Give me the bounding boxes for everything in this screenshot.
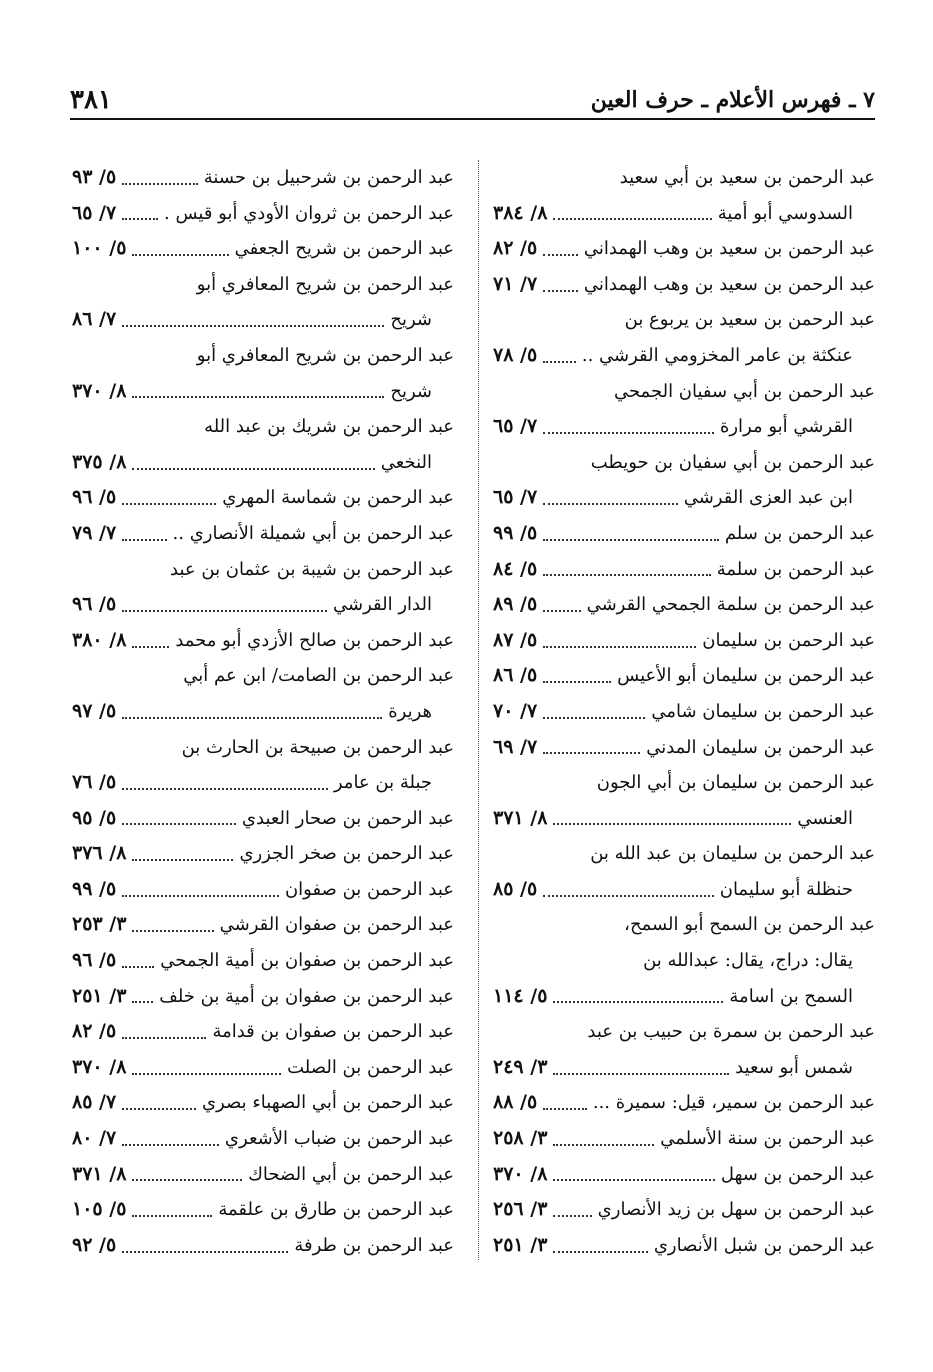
index-entry-line xyxy=(72,196,454,232)
index-entry-line xyxy=(72,1014,454,1050)
dot-leader xyxy=(543,610,580,612)
volume-page-reference: ٥/ ٨٧ xyxy=(493,628,538,651)
volume-page-reference: ٨/ ٣٧١ xyxy=(493,806,548,829)
dot-leader xyxy=(132,1215,212,1217)
index-entry-line xyxy=(493,552,875,588)
dot-leader xyxy=(122,183,198,185)
dot-leader xyxy=(132,254,228,256)
dot-leader xyxy=(122,1108,196,1110)
dot-leader xyxy=(543,503,678,505)
volume-page-reference: ٧/ ٨٦ xyxy=(72,308,117,331)
volume-page-reference: ٧/ ٧٩ xyxy=(72,521,117,544)
volume-page-reference: ٨/ ٣٨٤ xyxy=(493,201,548,224)
entry-name: الدار القرشي xyxy=(333,594,432,616)
index-entry-line xyxy=(72,338,454,374)
column-divider xyxy=(478,160,479,1260)
index-column-right xyxy=(493,160,875,1263)
index-entry-line xyxy=(72,694,454,730)
dot-leader xyxy=(132,1001,153,1003)
index-entry-line xyxy=(72,231,454,267)
dot-leader xyxy=(132,1179,242,1181)
index-entry-line xyxy=(72,480,454,516)
volume-page-reference: ٥/ ١٠٠ xyxy=(72,237,127,260)
index-entry-line xyxy=(72,1050,454,1086)
dot-leader xyxy=(132,646,169,648)
index-entry-line xyxy=(493,445,875,481)
entry-name: عبد الرحمن بن صبيحة بن الحارث بن xyxy=(181,736,454,758)
index-entry-line xyxy=(493,374,875,410)
volume-page-reference: ٥/ ٨٩ xyxy=(493,593,538,616)
dot-leader xyxy=(553,1215,591,1217)
entry-name: عبد الرحمن بن سهل xyxy=(720,1163,875,1185)
entry-name: عبد الرحمن بن شريح المعافري أبو xyxy=(196,344,454,366)
entry-name: يقال: دراج، يقال: عبدالله بن xyxy=(643,950,853,972)
volume-page-reference: ٧/ ٨٠ xyxy=(72,1127,117,1150)
index-entry-line xyxy=(493,196,875,232)
dot-leader xyxy=(132,1073,281,1075)
entry-name: عبد الرحمن بن طارق بن علقمة xyxy=(218,1199,454,1221)
volume-page-reference: ٧/ ٧١ xyxy=(493,272,538,295)
entry-name: عبد الرحمن بن سنة الأسلمي xyxy=(660,1128,875,1150)
dot-leader xyxy=(122,1144,219,1146)
index-entry-line xyxy=(72,587,454,623)
volume-page-reference: ٥/ ٧٨ xyxy=(493,343,538,366)
entry-name: عبد الرحمن بن ثروان الأودي أبو قيس . xyxy=(164,202,454,224)
dot-leader xyxy=(122,539,166,541)
index-entry-line xyxy=(72,374,454,410)
entry-name: عبد الرحمن بن شريح المعافري أبو xyxy=(196,273,454,295)
entry-name: عبد الرحمن بن أبي الضحاك xyxy=(248,1163,454,1185)
dot-leader xyxy=(553,1073,729,1075)
entry-name: عبد الرحمن بن صالح الأزدي أبو محمد xyxy=(175,629,454,651)
volume-page-reference: ٧/ ٦٥ xyxy=(72,201,117,224)
dot-leader xyxy=(122,610,327,612)
volume-page-reference: ٨/ ٣٨٠ xyxy=(72,628,127,651)
entry-name: عبد الرحمن بن سعيد بن وهب الهمداني xyxy=(583,238,875,260)
dot-leader xyxy=(132,930,213,932)
entry-name: عبد الرحمن بن سليمان المدني xyxy=(646,736,875,758)
dot-leader xyxy=(543,752,640,754)
entry-name: شمس أبو سعيد xyxy=(735,1056,853,1078)
entry-name: عبد الرحمن بن سلمة xyxy=(716,558,875,580)
index-column-left xyxy=(72,160,454,1263)
dot-leader xyxy=(132,859,233,861)
volume-page-reference: ٥/ ٨٥ xyxy=(493,877,538,900)
index-entry-line xyxy=(72,1157,454,1193)
dot-leader xyxy=(553,823,791,825)
index-entry-line xyxy=(72,801,454,837)
entry-name: عبد الرحمن بن شرحبيل بن حسنة xyxy=(203,167,454,188)
volume-page-reference: ٥/ ٩٦ xyxy=(72,949,117,972)
volume-page-reference: ٨/ ٣٧٦ xyxy=(72,842,127,865)
dot-leader xyxy=(543,717,645,719)
index-entry-line xyxy=(493,907,875,943)
index-entry-line xyxy=(493,730,875,766)
entry-name: عبد الرحمن بن أبي شميلة الأنصاري .. xyxy=(172,522,454,544)
index-entry-line xyxy=(493,836,875,872)
entry-name: عبد الرحمن بن سليمان xyxy=(702,629,875,651)
index-entry-line xyxy=(493,516,875,552)
dot-leader xyxy=(122,503,216,505)
dot-leader xyxy=(122,895,279,897)
dot-leader xyxy=(122,966,154,968)
entry-name: عبد الرحمن بن شماسة المهري xyxy=(222,487,454,509)
volume-page-reference: ٣/ ٢٥٣ xyxy=(72,913,127,936)
entry-name: عبد الرحمن بن سلمة الجمحي القرشي xyxy=(586,594,875,616)
entry-name: عبد الرحمن بن سليمان بن أبي الجون xyxy=(596,772,875,794)
index-entry-line xyxy=(493,1192,875,1228)
entry-name: عبد الرحمن بن صفوان بن أمية الجمحي xyxy=(160,950,454,972)
volume-page-reference: ٨/ ٣٧٠ xyxy=(72,379,127,402)
index-entry-line xyxy=(493,231,875,267)
dot-leader xyxy=(543,646,696,648)
dot-leader xyxy=(543,681,611,683)
index-entry-line xyxy=(493,160,875,196)
dot-leader xyxy=(543,361,576,363)
dot-leader xyxy=(122,717,382,719)
entry-name: عبد الرحمن بن سهل بن زيد الأنصاري xyxy=(597,1199,875,1221)
entry-name: عبد الرحمن بن شريك بن عبد الله xyxy=(204,416,454,438)
index-entry-line xyxy=(72,730,454,766)
index-entry-line xyxy=(493,302,875,338)
entry-name: عبد الرحمن بن الصامت/ ابن عم أبي xyxy=(183,665,454,687)
index-entry-line xyxy=(72,302,454,338)
volume-page-reference: ٣/ ٢٥١ xyxy=(493,1233,548,1256)
index-entry-line xyxy=(72,979,454,1015)
index-entry-line xyxy=(493,801,875,837)
entry-name: عبد الرحمن بن أبي سفيان الجمحي xyxy=(613,380,875,402)
index-entry-line xyxy=(493,338,875,374)
dot-leader xyxy=(132,468,374,470)
volume-page-reference: ٥/ ٧٦ xyxy=(72,771,117,794)
index-entry-line xyxy=(493,1121,875,1157)
dot-leader xyxy=(543,895,714,897)
volume-page-reference: ٥/ ٨٤ xyxy=(493,557,538,580)
volume-page-reference: ٥/ ٩٣ xyxy=(72,166,117,188)
index-entry-line xyxy=(493,1014,875,1050)
volume-page-reference: ٥/ ٩٦ xyxy=(72,593,117,616)
index-entry-line xyxy=(493,943,875,979)
entry-name: عبد الرحمن بن سعيد بن أبي سعيد xyxy=(619,167,875,188)
entry-name: عبد الرحمن بن طرفة xyxy=(294,1234,454,1256)
dot-leader xyxy=(543,432,714,434)
entry-name: القرشي أبو مرارة xyxy=(719,416,853,438)
index-entry-line xyxy=(72,552,454,588)
entry-name: عبد الرحمن بن أبي سفيان بن حويطب xyxy=(590,451,875,473)
volume-page-reference: ٥/ ٩٩ xyxy=(72,877,117,900)
entry-name: جبلة بن عامر xyxy=(333,772,432,794)
index-entry-line xyxy=(72,409,454,445)
volume-page-reference: ٧/ ٦٩ xyxy=(493,735,538,758)
entry-name: السمح بن اسامة xyxy=(729,985,853,1007)
volume-page-reference: ٥/ ٨٨ xyxy=(493,1091,538,1114)
header-title: ٧ ـ فهرس الأعلام ـ حرف العين xyxy=(590,87,875,113)
entry-name: عبد الرحمن بن صحار العبدي xyxy=(241,807,454,829)
entry-name: عبد الرحمن بن سلم xyxy=(724,522,875,544)
volume-page-reference: ٣/ ٢٤٩ xyxy=(493,1055,548,1078)
entry-name: عبد الرحمن بن سعيد بن يربوع بن xyxy=(624,309,875,331)
entry-name: عبد الرحمن بن صفوان القرشي xyxy=(219,914,454,936)
index-entry-line xyxy=(493,1085,875,1121)
entry-name: عبد الرحمن بن صخر الجزري xyxy=(239,843,454,865)
index-entry-line xyxy=(493,267,875,303)
volume-page-reference: ٥/ ٨٦ xyxy=(493,664,538,687)
dot-leader xyxy=(543,254,578,256)
dot-leader xyxy=(553,218,711,220)
index-entry-line xyxy=(72,445,454,481)
index-entry-line xyxy=(72,516,454,552)
entry-name: عبد الرحمن بن صفوان xyxy=(284,878,454,900)
volume-page-reference: ٣/ ٢٥٨ xyxy=(493,1127,548,1150)
index-entry-line xyxy=(493,480,875,516)
index-entry-line xyxy=(493,872,875,908)
volume-page-reference: ٨/ ٣٧١ xyxy=(72,1162,127,1185)
volume-page-reference: ٥/ ٨٢ xyxy=(493,237,538,260)
entry-name: هريرة xyxy=(388,700,432,722)
dot-leader xyxy=(122,788,328,790)
volume-page-reference: ٣/ ٢٥٦ xyxy=(493,1198,548,1221)
index-entry-line xyxy=(493,658,875,694)
index-entry-line xyxy=(72,623,454,659)
index-entry-line xyxy=(72,1192,454,1228)
volume-page-reference: ٥/ ٩٥ xyxy=(72,806,117,829)
entry-name: عبد الرحمن بن أبي الصهباء بصري xyxy=(201,1092,454,1114)
page-number: ٣٨١ xyxy=(70,85,112,115)
entry-name: عبد الرحمن بن صفوان بن قدامة xyxy=(212,1021,454,1043)
index-entry-line xyxy=(493,1050,875,1086)
entry-name: عبد الرحمن بن شريح الجعفي xyxy=(234,238,454,260)
index-entry-line xyxy=(493,1228,875,1264)
dot-leader xyxy=(553,1251,647,1253)
entry-name: عبد الرحمن بن سعيد بن وهب الهمداني xyxy=(583,273,875,295)
entry-name: ابن عبد العزى القرشي xyxy=(683,487,853,509)
dot-leader xyxy=(122,1037,206,1039)
dot-leader xyxy=(122,218,158,220)
dot-leader xyxy=(122,1251,288,1253)
index-entry-line xyxy=(72,160,454,196)
entry-name: النخعي xyxy=(380,451,432,473)
entry-name: عبد الرحمن بن ضباب الأشعري xyxy=(224,1128,454,1150)
index-entry-line xyxy=(72,872,454,908)
entry-name: عبد الرحمن بن صفوان بن أمية بن خلف xyxy=(159,985,454,1007)
volume-page-reference: ٨/ ٣٧٠ xyxy=(493,1162,548,1185)
entry-name: عبد الرحمن بن سليمان شامي xyxy=(651,700,875,722)
entry-name: عبد الرحمن بن سمرة بن حبيب بن عبد xyxy=(587,1021,875,1043)
entry-name: عبد الرحمن بن سمير، قيل: سميرة ... xyxy=(592,1092,875,1114)
volume-page-reference: ٥/ ١١٤ xyxy=(493,984,548,1007)
index-entry-line xyxy=(72,1085,454,1121)
volume-page-reference: ٥/ ٩٦ xyxy=(72,486,117,509)
entry-name: حنظلة أبو سليمان xyxy=(719,878,853,900)
volume-page-reference: ٨/ ٣٧٠ xyxy=(72,1055,127,1078)
volume-page-reference: ٥/ ٩٢ xyxy=(72,1233,117,1256)
index-entry-line xyxy=(72,943,454,979)
running-header xyxy=(70,82,875,120)
index-entry-line xyxy=(493,623,875,659)
dot-leader xyxy=(543,290,578,292)
volume-page-reference: ٨/ ٣٧٥ xyxy=(72,450,127,473)
volume-page-reference: ٥/ ١٠٥ xyxy=(72,1198,127,1221)
index-entry-line xyxy=(493,765,875,801)
index-entry-line xyxy=(72,836,454,872)
entry-name: عبد الرحمن بن سليمان بن عبد الله بن xyxy=(590,843,875,865)
index-entry-line xyxy=(493,694,875,730)
dot-leader xyxy=(553,1179,714,1181)
index-entry-line xyxy=(72,765,454,801)
entry-name: عبد الرحمن بن شبل الأنصاري xyxy=(653,1234,875,1256)
index-entry-line xyxy=(72,267,454,303)
entry-name: عبد الرحمن بن السمح أبو السمح، xyxy=(624,914,875,936)
volume-page-reference: ٧/ ٦٥ xyxy=(493,415,538,438)
entry-name: العنسي xyxy=(797,807,853,829)
entry-name: السدوسي أبو أمية xyxy=(717,202,853,224)
volume-page-reference: ٥/ ٩٧ xyxy=(72,699,117,722)
index-entry-line xyxy=(493,979,875,1015)
index-entry-line xyxy=(493,587,875,623)
dot-leader xyxy=(132,396,384,398)
dot-leader xyxy=(122,325,384,327)
entry-name: عبد الرحمن بن شيبة بن عثمان بن عبد xyxy=(170,558,454,580)
index-entry-line xyxy=(72,1228,454,1264)
volume-page-reference: ٣/ ٢٥١ xyxy=(72,984,127,1007)
dot-leader xyxy=(543,1108,587,1110)
entry-name: عبد الرحمن بن الصلت xyxy=(287,1056,454,1078)
volume-page-reference: ٥/ ٩٩ xyxy=(493,521,538,544)
dot-leader xyxy=(122,823,236,825)
volume-page-reference: ٧/ ٨٥ xyxy=(72,1091,117,1114)
dot-leader xyxy=(553,1144,654,1146)
dot-leader xyxy=(543,539,719,541)
index-entry-line xyxy=(72,1121,454,1157)
entry-name: عنكثة بن عامر المخزومي القرشي .. xyxy=(581,344,853,366)
volume-page-reference: ٧/ ٦٥ xyxy=(493,486,538,509)
volume-page-reference: ٧/ ٧٠ xyxy=(493,699,538,722)
dot-leader xyxy=(553,1001,723,1003)
entry-name: شريح xyxy=(390,380,432,402)
index-entry-line xyxy=(72,907,454,943)
dot-leader xyxy=(543,574,711,576)
index-entry-line xyxy=(493,1157,875,1193)
index-entry-line xyxy=(72,658,454,694)
entry-name: عبد الرحمن بن سليمان أبو الأعيس xyxy=(617,665,875,687)
index-entry-line xyxy=(493,409,875,445)
entry-name: شريح xyxy=(390,309,432,331)
volume-page-reference: ٥/ ٨٢ xyxy=(72,1020,117,1043)
